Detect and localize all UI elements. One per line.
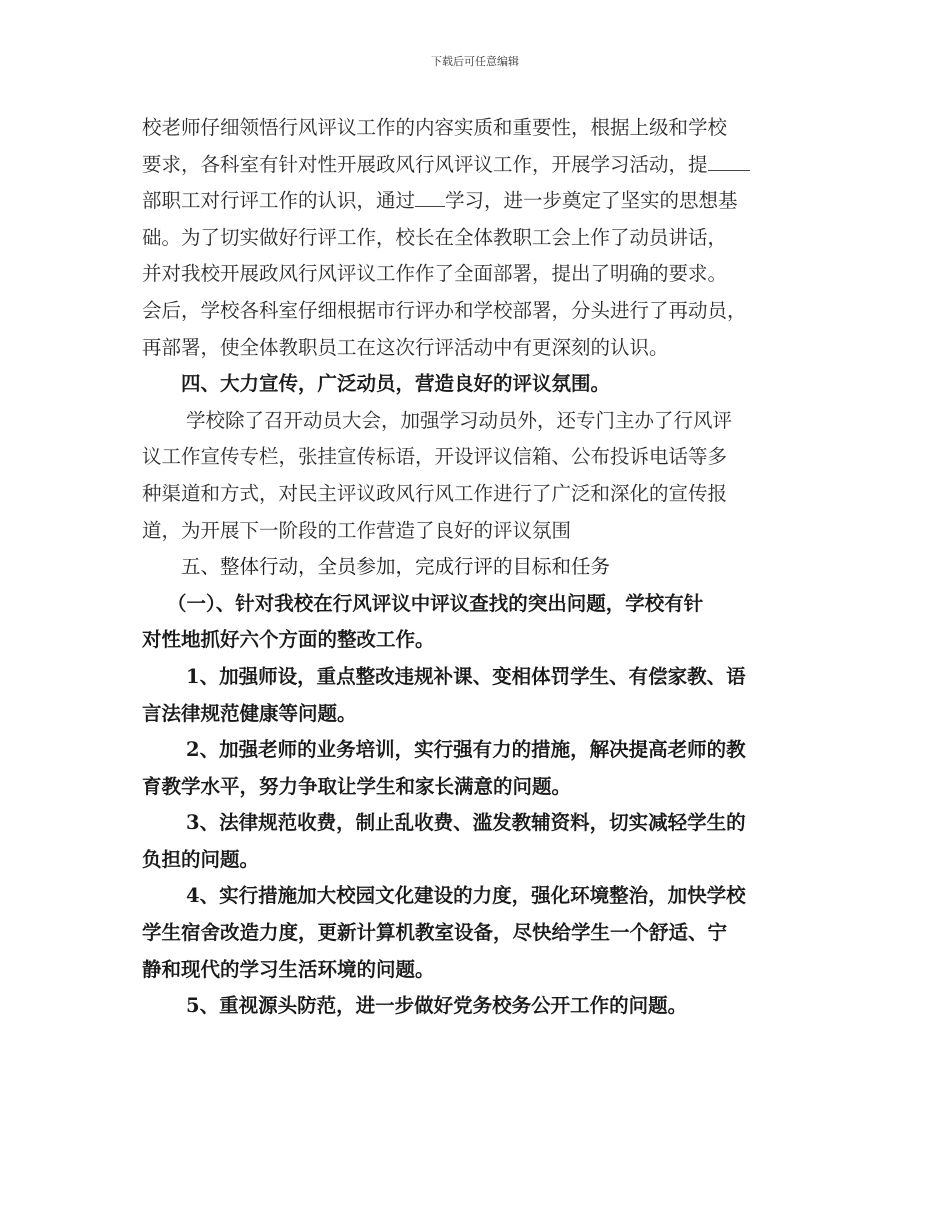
sub-heading-1: （一）、针对我校在行风评议中评议查找的突出问题，学校有针 — [167, 591, 704, 615]
list-item: 3、法律规范收费，制止乱收费、滥发教辅资料，切实减轻学生的 — [186, 811, 746, 835]
text-line: 校老师仔细领悟行风评议工作的内容实质和重要性，根据上级和学校 — [142, 116, 728, 139]
document-body — [142, 110, 822, 1025]
list-item: 1、加强师设，重点整改违规补课、变相体罚学生、有偿家教、语 — [186, 664, 746, 688]
text-line: 部职工对行评工作的认识，通过 学习，进一步奠定了坚实的思想基 — [142, 189, 738, 213]
text-line: 要求，各科室有针对性开展政风行风评议工作，开展学习活动，提 — [142, 147, 822, 184]
list-item-cont: 育教学水平，努力争取让学生和家长满意的问题。 — [142, 774, 572, 798]
list-item-cont: 负担的问题。 — [142, 847, 260, 871]
section-heading-5: 五、整体行动，全员参加，完成行评的目标和任务 — [181, 555, 611, 579]
list-item: 4、实行措施加大校园文化建设的力度，强化环境整治，加快学校 — [186, 884, 746, 908]
text-line: 会后，学校各科室仔细根据市行评办和学校部署，分头进行了再动员， — [142, 298, 747, 322]
fill-blank — [708, 152, 750, 171]
text-line: 种渠道和方式，对民主评议政风行风工作进行了广泛和深化的宣传报 — [142, 481, 728, 505]
text-line: 议工作宣传专栏，张挂宣传标语，开设评议信箱、公布投诉电话等多 — [142, 445, 728, 469]
list-item-cont: 静和现代的学习生活环境的问题。 — [142, 957, 435, 981]
list-item: 5、重视源头防范，进一步做好党务校务公开工作的问题。 — [186, 994, 688, 1018]
fill-blank — [415, 188, 445, 207]
list-item-cont: 言法律规范健康等问题。 — [142, 701, 357, 725]
sub-heading-1-cont: 对性地抓好六个方面的整改工作。 — [142, 628, 435, 652]
text-line: 道，为开展下一阶段的工作营造了良好的评议氛围 — [142, 518, 572, 542]
list-item: 2、加强老师的业务培训，实行强有力的措施，解决提高老师的教 — [186, 738, 746, 762]
text-line: 并对我校开展政风行风评议工作作了全面部署，提出了明确的要求。 — [142, 262, 728, 286]
text-line: 础。为了切实做好行评工作，校长在全体教职工会上作了动员讲话， — [142, 225, 728, 249]
list-item-cont: 学生宿舍改造力度，更新计算机教室设备，尽快给学生一个舒适、宁 — [142, 921, 728, 945]
text-line: 再部署，使全体教职员工在这次行评活动中有更深刻的认识。 — [142, 335, 669, 359]
text-line: 学校除了召开动员大会，加强学习动员外，还专门主办了行风评 — [186, 408, 733, 432]
section-heading-4: 四、大力宣传，广泛动员，营造良好的评议氛围。 — [181, 372, 611, 396]
page-header: 下载后可任意编辑 — [431, 55, 519, 68]
